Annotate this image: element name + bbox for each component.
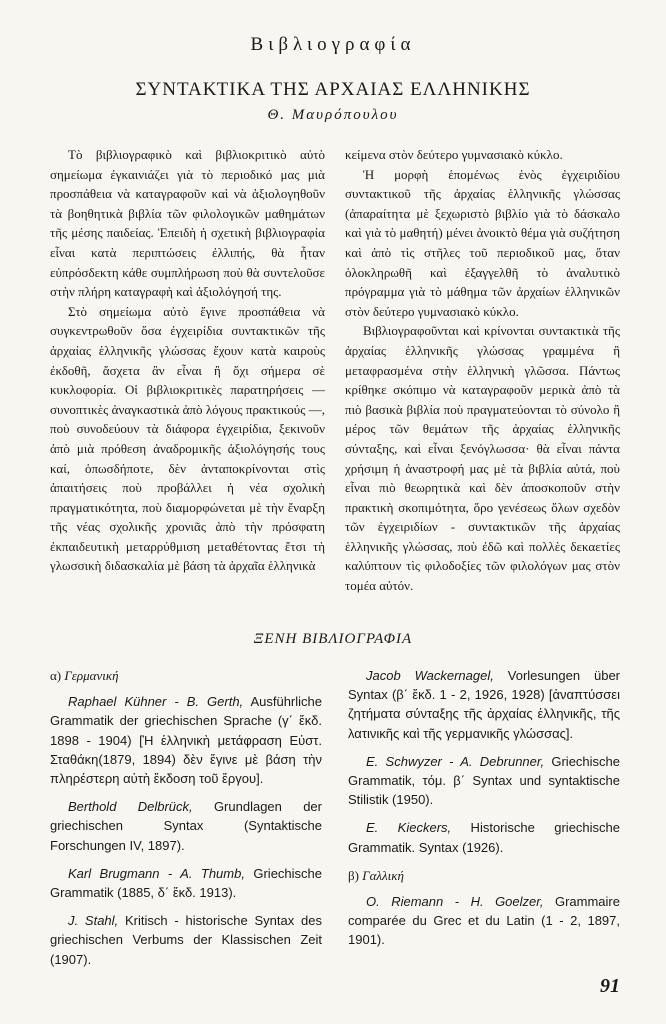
body-paragraph: κείμενα στὸν δεύτερο γυμνασιακὸ κύκλο. [345, 147, 563, 162]
entry-author: O. Riemann - H. Goelzer, [366, 894, 544, 910]
bibliography-entry [50, 692, 322, 788]
subhead-name: Γαλλική [362, 867, 404, 883]
body-paragraph: Βιβλιογραφοῦνται καὶ κρίνονται συντακτικὰ τῆς ἀρχαίας ἑλληνικῆς γλώσσας γραμμένα ἢ μεταφρασμένα στὴν ἑλληνικὴ γλῶσσα. Πάντως κρίθηκε σκόπιμο νὰ καταγραφοῦν μερικὰ ἀπὸ τὰ πιὸ βασικὰ βιβλία ποὺ πραγματεύονται τὸ σύνολο ἢ μέρος τῶν θεμάτων τῆς ἀρχαίας ἑλληνικῆς σύνταξης, καὶ εἶναι ξενόγλωσσα· θὰ εἶναι πάντα χρήσιμη ἡ ἀναστροφή μας μὲ τὰ βιβλία αὐτά, ποὺ εἶναι πιὸ θεωρητικὰ καὶ δὲν ἀποσκοποῦν στὴν πρακτικὴ σκοπιμότητα, ὅρο γενέσεως ὅλων σχεδὸν τῶν ἐγχειριδίων - συντακτικῶν τῆς ἀρχαίας ἑλληνικῆς γλώσσας, ποὺ ἐδῶ καὶ πολλὲς δεκαετίες καλύπτουν τὶς φιλοδοξίες τῶν φιλολόγων μας στὸν τομέα αὐτόν. [345, 323, 620, 594]
article-title: ΣΥΝΤΑΚΤΙΚΑ ΤΗΣ ΑΡΧΑΙΑΣ ΕΛΛΗΝΙΚΗΣ [135, 79, 531, 100]
entry-text: Grammaire comparée du Grec et du Latin (1 - 2, 1897, 1901). [348, 894, 620, 948]
entry-text: Griechische Grammatik (1885, δ΄ ἔκδ. 1913). [50, 865, 323, 901]
entry-text: Griechische Grammatik, τόμ. β΄ Syntax und syntaktische Stilistik (1950). [348, 753, 621, 808]
entry-text: Ausführliche Grammatik der griechischen Sprache (γ΄ ἔκδ. 1898 - 1904) [Ἡ ἑλληνικὴ μετάφραση Εὐστ. Σταθάκη(1879, 1894) δὲν ἔγινε μὲ βάση τὴν πληρέστερη αὐτὴ ἔκδοση τοῦ ἔργου]. [50, 694, 322, 787]
entry-author: Karl Brugmann - A. Thumb, [68, 865, 245, 881]
bibliography-column-left [50, 666, 322, 978]
bibliography-column-right [348, 666, 620, 959]
bibliography-entry [50, 864, 322, 902]
entry-text: Grundlagen der griechischen Syntax (Syntaktische Forschungen IV, 1897). [50, 799, 322, 853]
body-paragraph: Τὸ βιβλιογραφικὸ καὶ βιβλιοκριτικὸ αὐτὸ σημείωμα ἐγκαινιάζει γιὰ τὸ περιοδικό μας μιὰ προσπάθεια νὰ καταγραφοῦν καὶ νὰ ἀξιολογηθοῦν τὰ βοηθητικὰ βιβλία τῶν φιλολογικῶν μαθημάτων τῆς μέσης παιδείας. Ἐπειδὴ ἡ σχετικὴ βιβλιογραφία εἶναι κατὰ περιπτώσεις ἐλλιπής, θὰ ἦταν εὐπρόσδεκτη κάθε συμπλήρωση ποὺ θὰ συντελοῦσε στὴν πλήρη καταγραφὴ καὶ ἀξιολόγησή της. [50, 147, 325, 300]
subhead-label: α) [50, 668, 62, 683]
bibliography-entry [348, 666, 620, 743]
entry-author: E. Kieckers, [366, 820, 452, 836]
article-author: Θ. Μαυρόπουλου [267, 107, 399, 123]
bibliography-entry [50, 797, 322, 855]
subhead-label: β) [348, 867, 359, 883]
page-number: 91 [600, 975, 620, 997]
section-title: ΞΕΝΗ ΒΙΒΛΙΟΓΡΑΦΙΑ [253, 631, 413, 647]
bibliography-entry [50, 911, 322, 969]
bibliography-subhead [50, 666, 322, 685]
entry-author: Jacob Wackernagel, [366, 668, 494, 683]
entry-author: Berthold Delbrück, [68, 799, 193, 815]
entry-author: Raphael Kühner - B. Gerth, [68, 694, 244, 710]
body-paragraph: Στὸ σημείωμα αὐτὸ ἔγινε προσπάθεια νὰ συγκεντρωθοῦν ὅσα ἐγχειρίδια συντακτικῶν τῆς ἀρχαίας ἑλληνικῆς γλώσσας ἔχουν κατὰ καιροὺς ἐκδοθῆ, ἄσχετα ἂν εἶναι ἢ ὄχι σήμερα σὲ κυκλοφορία. Οἱ βιβλιοκριτικὲς παρατηρήσεις — συνοπτικὲς ἀναγκαστικὰ ἀπὸ λόγους πρακτικούς —, ποὺ συνοδεύουν τὰ διάφορα ἐγχειρίδια, ξεκινοῦν ἀπὸ μιὰ πρόθεση ἀναδρομικῆς ἀξιολόγησής τους καί, ὁπωσδήποτε, δὲν ἀνταποκρίνονται στὶς ἀπαιτήσεις ποὺ προβάλλει ἡ νέα σχολικὴ πραγματικότητα, ποὺ διαμορφώνεται μὲ τὴν ἔναρξη τῆς νέας σχολικῆς χρονιᾶς ἀπὸ τὴν πρόσφατη ἐκπαιδευτικὴ μεταρρύθμιση μεταθέτοντας ἔτσι τὴ γλωσσικὴ διδασκαλία μὲ βάση τὰ ἀρχαῖα ἑλληνικὰ [50, 303, 325, 574]
subhead-name: Γερμανική [64, 668, 119, 683]
running-head: Βιβλιογραφία [250, 34, 416, 55]
entry-author: E. Schwyzer - A. Debrunner, [366, 753, 545, 769]
body-paragraph: Ἡ μορφὴ ἑπομένως ἑνὸς ἐγχειριδίου συντακτικοῦ τῆς ἀρχαίας ἑλληνικῆς γλώσσας (ἀπαραίτητα μὲ ξεχωριστὸ βιβλίο γιὰ τὸ δάσκαλο καὶ γιὰ τὸ μαθητή) μένει ἀνοικτὸ θέμα γιὰ συζήτηση καὶ ἀπὸ τὶς στῆλες τοῦ περιοδικοῦ μας, ὅταν ὁλοκληρωθῆ καὶ ἐξαγγελθῆ τὸ ἀναλυτικὸ πρόγραμμα γιὰ τὸ μάθημα τῶν ἀρχαίων ἑλληνικῶν στὸν δεύτερο γυμνασιακὸ κύκλο. [345, 166, 620, 319]
entry-text: Kritisch - historische Syntax des griechischen Verbums der Klassischen Zeit (1907). [50, 913, 322, 967]
bibliography-entry [348, 818, 620, 856]
body-column-right [345, 145, 620, 596]
entry-author: J. Stahl, [68, 913, 119, 929]
bibliography-subhead [348, 866, 620, 885]
body-column-left [50, 145, 325, 576]
bibliography-entry [348, 892, 620, 950]
bibliography-entry [348, 752, 620, 810]
entry-text: Vorlesungen über Syntax (β΄ ἔκδ. 1 - 2, 1926, 1928) [ἀναπτύσσει ζητήματα σύνταξης τῆς ἀρχαίας ἑλληνικῆς, τῆς λατινικῆς καὶ τῆς γερμανικῆς γλώσσας]. [348, 668, 620, 741]
entry-text: Historische griechische Grammatik. Syntax (1926). [348, 820, 621, 855]
